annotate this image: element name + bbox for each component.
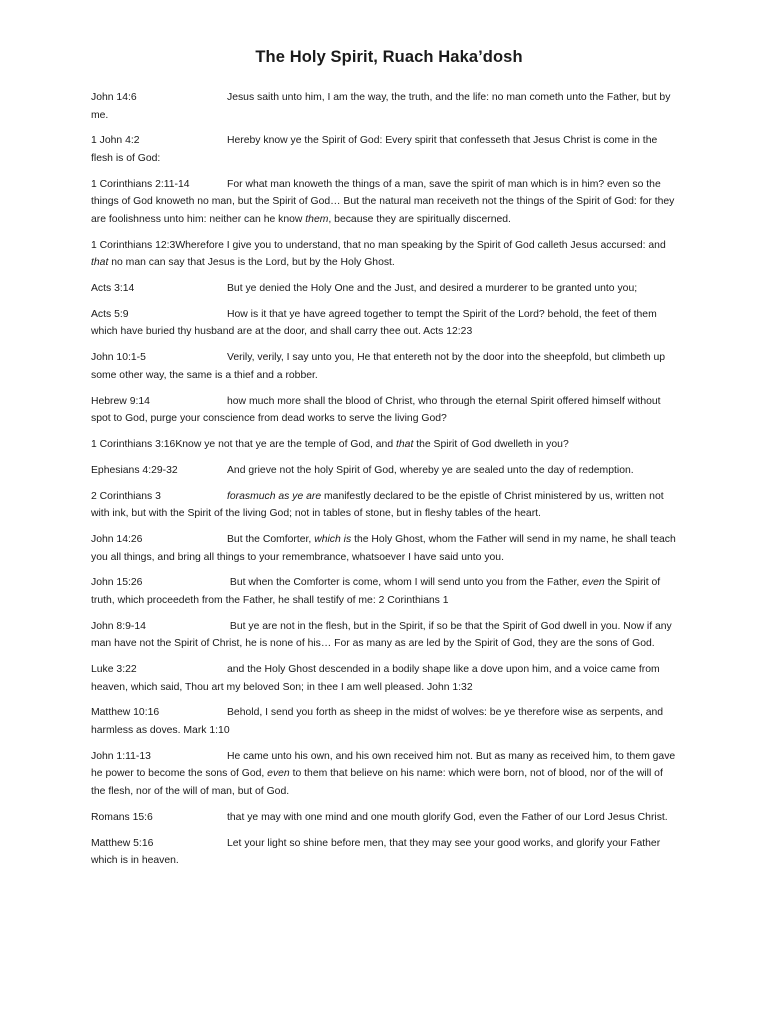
verse-text-segment: But ye are not in the flesh, but in the Spirit, if so be that the Spirit of God dwell in you. Now if any man have not the Spirit of Christ, he is none of his… For as many as are led by the Spirit of God, they are the sons of God.	[91, 620, 672, 650]
verse-list	[91, 89, 679, 870]
page-title: The Holy Spirit, Ruach Haka’dosh	[255, 48, 523, 66]
verse-reference: Matthew 10:16	[91, 707, 160, 719]
verse-reference: 1 John 4:2	[91, 135, 140, 147]
verse-text-segment: But when the Comforter is come, whom I will send unto you from the Father,	[227, 577, 583, 589]
verse-text-segment: manifestly declared to be the epistle of Christ ministered by us, written not with ink, but with the Spirit of the living God; not in tables of stone, but in fleshy tables of the heart.	[91, 490, 664, 520]
verse-entry	[91, 661, 679, 696]
verse-text-italic: them	[305, 213, 329, 225]
verse-entry	[91, 436, 679, 454]
verse-entry	[91, 132, 679, 167]
verse-text-segment: no man can say that Jesus is the Lord, but by the Holy Ghost.	[108, 257, 395, 269]
verse-reference: Hebrew 9:14	[91, 395, 150, 407]
verse-entry	[91, 835, 679, 870]
verse-text-italic: even	[582, 577, 605, 589]
verse-text-segment: Let your light so shine before men, that they may see your good works, and glorify your Father which is in heaven.	[91, 837, 661, 867]
verse-entry	[91, 306, 679, 341]
verse-text-segment: Verily, verily, I say unto you, He that entereth not by the door into the sheepfold, but climbeth up some other way, the same is a thief and a robber.	[91, 352, 666, 381]
verse-text-segment: and the Holy Ghost descended in a bodily shape like a dove upon him, and a voice came from heaven, which said, Thou art my beloved Son; in thee I am well pleased. John 1:32	[91, 664, 660, 693]
verse-reference: Matthew 5:16	[91, 837, 154, 849]
verse-text-segment: But ye denied the Holy One and the Just, and desired a murderer to be granted unto you;	[227, 283, 638, 295]
verse-entry	[91, 618, 679, 653]
verse-entry	[91, 488, 679, 523]
verse-text-segment: He came unto his own, and his own received him not. But as many as received him, to them gave he power to become the sons of God,	[91, 750, 676, 780]
verse-entry	[91, 704, 679, 739]
verse-entry	[91, 280, 679, 298]
verse-reference: John 14:26	[91, 533, 143, 545]
verse-entry	[91, 748, 679, 801]
verse-entry	[91, 393, 679, 428]
verse-reference: John 10:1-5	[91, 352, 146, 364]
verse-text-segment: Know ye not that ye are the temple of God, and	[175, 439, 396, 450]
verse-text-segment: the Spirit of truth, which proceedeth from the Father, he shall testify of me: 2 Corinthians 1	[91, 577, 661, 606]
verse-reference: 2 Corinthians 3	[91, 490, 161, 502]
verse-text-segment: , because they are spiritually discerned.	[328, 213, 511, 225]
document-page	[91, 48, 679, 878]
verse-entry	[91, 89, 679, 124]
verse-entry	[91, 176, 679, 229]
verse-text	[175, 439, 568, 450]
verse-text-segment: And grieve not the holy Spirit of God, whereby ye are sealed unto the day of redemption.	[227, 464, 634, 476]
verse-entry	[91, 349, 679, 384]
verse-text-segment: Hereby know ye the Spirit of God: Every spirit that confesseth that Jesus Christ is come in the flesh is of God:	[91, 135, 658, 164]
verse-reference: John 8:9-14	[91, 620, 146, 632]
verse-entry	[91, 531, 679, 566]
verse-text-segment: Behold, I send you forth as sheep in the midst of wolves: be ye therefore wise as serpents, and harmless as doves. Mark 1:10	[91, 707, 664, 737]
verse-entry	[91, 237, 679, 272]
verse-entry	[91, 809, 679, 827]
verse-text-italic: even	[267, 768, 290, 780]
verse-text-segment: But the Comforter,	[227, 533, 315, 545]
verse-text-segment: For what man knoweth the things of a man, save the spirit of man which is in him? even so the things of God knoweth no man, but the Spirit of God… But the natural man receiveth not the things of the Spirit of God: for they are foolishness unto him: neither can he know	[91, 178, 675, 225]
verse-text-segment: to them that believe on his name: which were born, not of blood, nor of the will of the flesh, nor of the will of man, but of God.	[91, 768, 663, 797]
verse-text	[227, 465, 634, 476]
verse-reference: Romans 15:6	[91, 811, 153, 823]
verse-text-italic: which is	[314, 533, 352, 545]
verse-text-italic: forasmuch as ye are	[227, 490, 322, 502]
verse-text-segment: how much more shall the blood of Christ, who through the eternal Spirit offered himself without spot to God, purge your conscience from dead works to serve the living God?	[91, 395, 661, 425]
verse-text-italic: that	[396, 439, 414, 450]
verse-text-segment: the Holy Ghost, whom the Father will send in my name, he shall teach you all things, and bring all things to your remembrance, whatsoever I have said unto you.	[91, 533, 676, 563]
verse-reference: 1 Corinthians 12:3	[91, 239, 176, 251]
verse-reference: Ephesians 4:29-32	[91, 464, 178, 476]
verse-reference: John 1:11-13	[91, 750, 151, 762]
verse-text-italic: that	[91, 257, 109, 269]
verse-text-segment: that ye may with one mind and one mouth glorify God, even the Father of our Lord Jesus Christ.	[227, 811, 668, 823]
verse-reference: Luke 3:22	[91, 664, 137, 676]
verse-text-segment: How is it that ye have agreed together to tempt the Spirit of the Lord? behold, the feet of them which have buried thy husband are at the door, and shall carry thee out. Acts 12:23	[91, 308, 657, 338]
verse-text	[227, 812, 668, 823]
verse-text-segment: Jesus saith unto him, I am the way, the truth, and the life: no man cometh unto the Father, but by me.	[91, 92, 671, 121]
verse-entry	[91, 574, 679, 609]
verse-text-segment: Wherefore I give you to understand, that no man speaking by the Spirit of God calleth Jesus accursed: and	[175, 239, 666, 251]
verse-text	[227, 283, 637, 294]
verse-reference: John 15:26	[91, 577, 143, 589]
verse-reference: 1 Corinthians 2:11-14	[91, 178, 190, 190]
verse-reference: 1 Corinthians 3:16	[91, 439, 176, 450]
verse-text-segment: the Spirit of God dwelleth in you?	[413, 439, 569, 450]
verse-entry	[91, 462, 679, 480]
verse-reference: Acts 3:14	[91, 283, 135, 295]
verse-reference: John 14:6	[91, 92, 137, 103]
verse-reference: Acts 5:9	[91, 308, 129, 320]
verse-text	[91, 240, 666, 269]
